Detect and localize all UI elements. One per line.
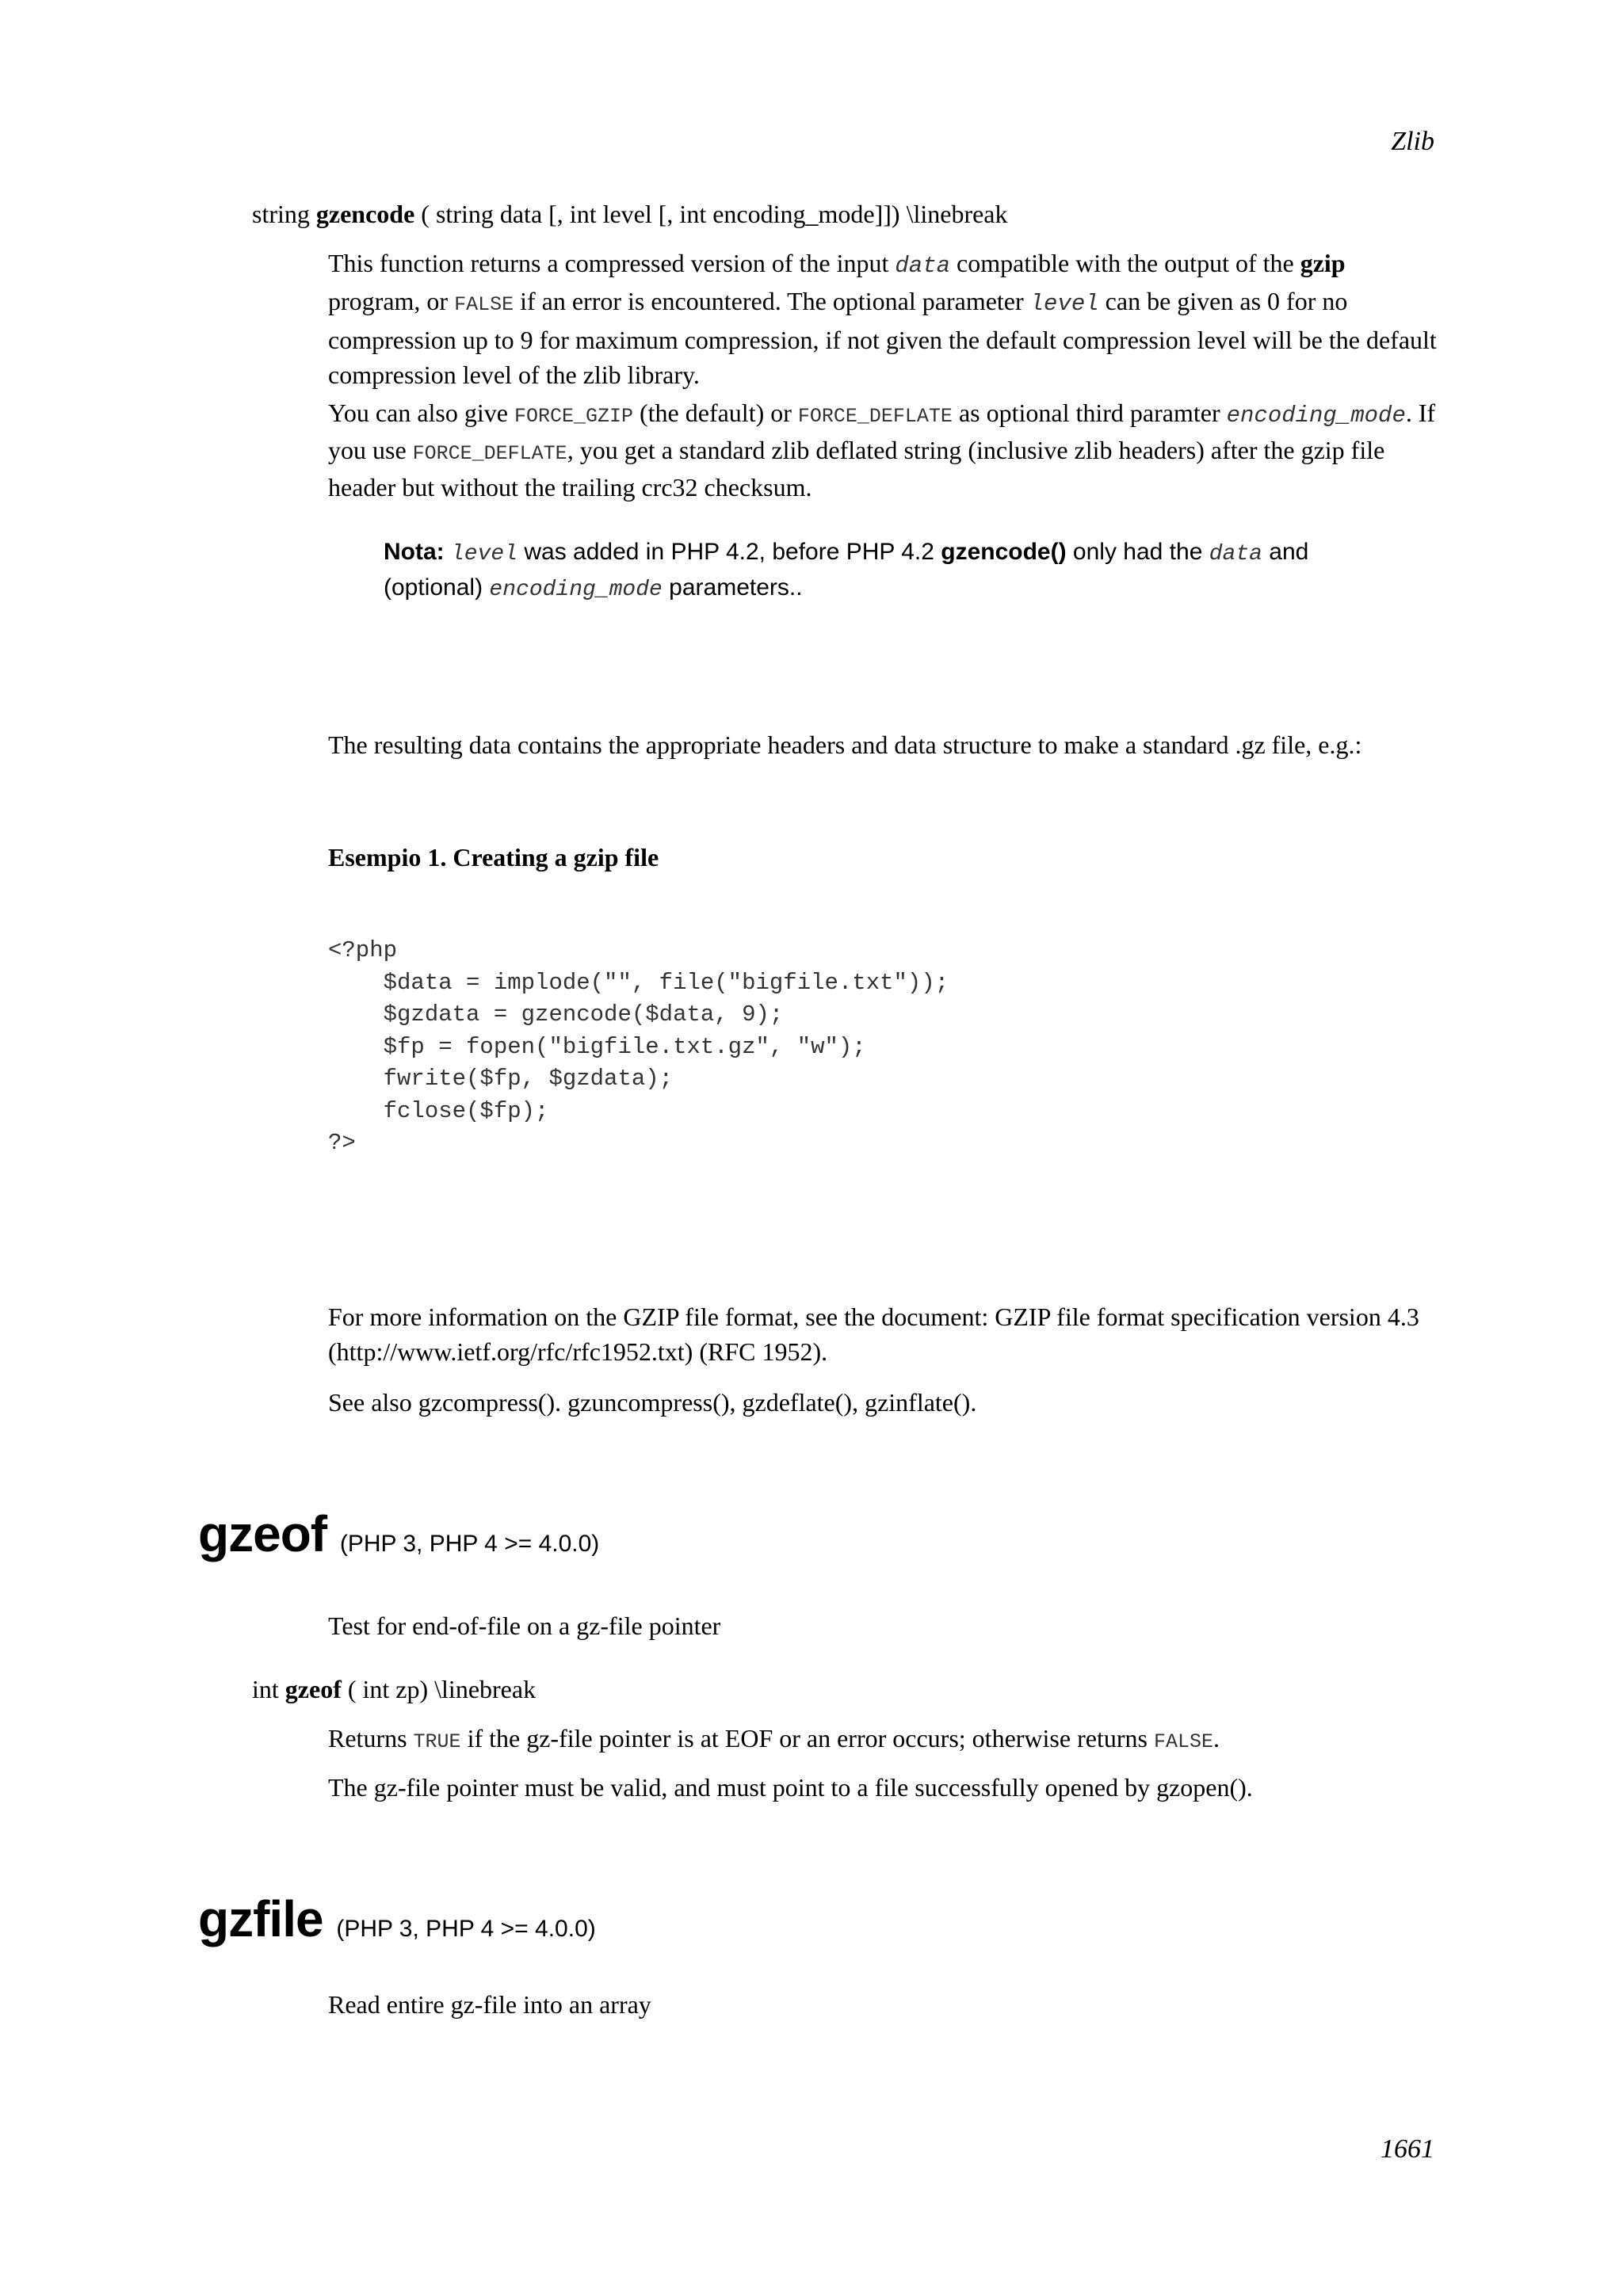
param-data: data [1209, 542, 1262, 566]
text: compatible with the output of the [950, 249, 1300, 277]
const-false: FALSE [454, 293, 514, 316]
const-false: FALSE [1153, 1730, 1213, 1753]
gzencode-description [328, 246, 1438, 392]
const-force-deflate: FORCE_DEFLATE [412, 442, 567, 465]
gzencode-encoding-mode [328, 396, 1438, 504]
text: . [1212, 1724, 1220, 1753]
gzip-program: gzip [1300, 249, 1346, 277]
function-name: gzencode [315, 200, 415, 228]
text: This function returns a compressed version of the input [328, 249, 896, 277]
gzfile-purpose: Read entire gz-file into an array [328, 1990, 651, 2019]
gzencode-result-paragraph: The resulting data contains the appropriate headers and data structure to make a standard .gz file, e.g.: [328, 730, 1362, 759]
const-true: TRUE [413, 1730, 461, 1753]
text: . If you use [328, 399, 1436, 464]
gzip-format-info: For more information on the GZIP file format, see the document: GZIP file format specification version 4.3 (http://www.ietf.org/rfc/rfc1952.txt) (RFC 1952). [328, 1302, 1419, 1366]
gzfile-heading [198, 1890, 596, 1958]
text: program, or [328, 287, 455, 315]
function-title: gzfile [198, 1890, 323, 1947]
note-label: Nota: [384, 539, 445, 565]
return-type: int [252, 1675, 279, 1703]
const-force-gzip: FORCE_GZIP [514, 405, 633, 428]
version-info: (PHP 3, PHP 4 >= 4.0.0) [336, 1916, 596, 1942]
gzeof-heading [198, 1505, 599, 1573]
text: as optional third paramter [952, 399, 1227, 427]
text: (the default) or [632, 399, 798, 427]
text: and (optional) [384, 539, 1309, 601]
param-encoding-mode: encoding_mode [1226, 402, 1406, 429]
function-title: gzeof [198, 1505, 327, 1562]
running-header: Zlib [1391, 127, 1434, 156]
see-also: See also gzcompress(). gzuncompress(), gzdeflate(), gzinflate(). [328, 1388, 977, 1417]
return-type: string [252, 200, 310, 228]
gzeof-pointer-note: The gz-file pointer must be valid, and must point to a file successfully opened by gzopen(). [328, 1773, 1253, 1802]
note [384, 536, 1382, 607]
example-title: Esempio 1. Creating a gzip file [328, 843, 659, 871]
text: only had the [1066, 539, 1209, 565]
param-level: level [451, 542, 518, 566]
example-code: <?php $data = implode("", file("bigfile.txt")); $gzdata = gzencode($data, 9); $fp = fopen("bigfile.txt.gz", "w"); fwrite($fp, $gzdata); fclose($fp); ?> [328, 937, 949, 1156]
param-encoding-mode: encoding_mode [489, 578, 663, 602]
text: can be given as 0 for no compression up to 9 for maximum compression, if not given the default compression level will be the default compression level of the zlib library. [328, 287, 1437, 389]
text: , you get a standard zlib deflated string (inclusive zlib headers) after the gzip file header but without the trailing crc32 checksum. [328, 436, 1385, 502]
version-info: (PHP 3, PHP 4 >= 4.0.0) [339, 1531, 600, 1557]
gzeof-purpose: Test for end-of-file on a gz-file pointer [328, 1611, 721, 1640]
text: You can also give [328, 399, 514, 427]
function-args: ( string data [, int level [, int encoding_mode]]) \linebreak [421, 200, 1008, 228]
text: Returns [328, 1724, 414, 1753]
text: if an error is encountered. The optional parameter [514, 287, 1030, 315]
text: if the gz-file pointer is at EOF or an error occurs; otherwise returns [460, 1724, 1154, 1753]
function-ref: gzencode() [941, 539, 1067, 565]
text: parameters.. [662, 574, 803, 601]
function-name: gzeof [285, 1675, 342, 1703]
gzeof-returns [328, 1721, 1438, 1760]
page-number: 1661 [1381, 2134, 1434, 2164]
param-data: data [895, 253, 951, 279]
function-args: ( int zp) \linebreak [347, 1675, 537, 1703]
param-level: level [1029, 291, 1099, 317]
const-force-deflate: FORCE_DEFLATE [797, 405, 953, 428]
gzeof-synopsis [252, 1672, 536, 1707]
gzencode-synopsis [252, 196, 1008, 231]
text: was added in PHP 4.2, before PHP 4.2 [517, 539, 941, 565]
